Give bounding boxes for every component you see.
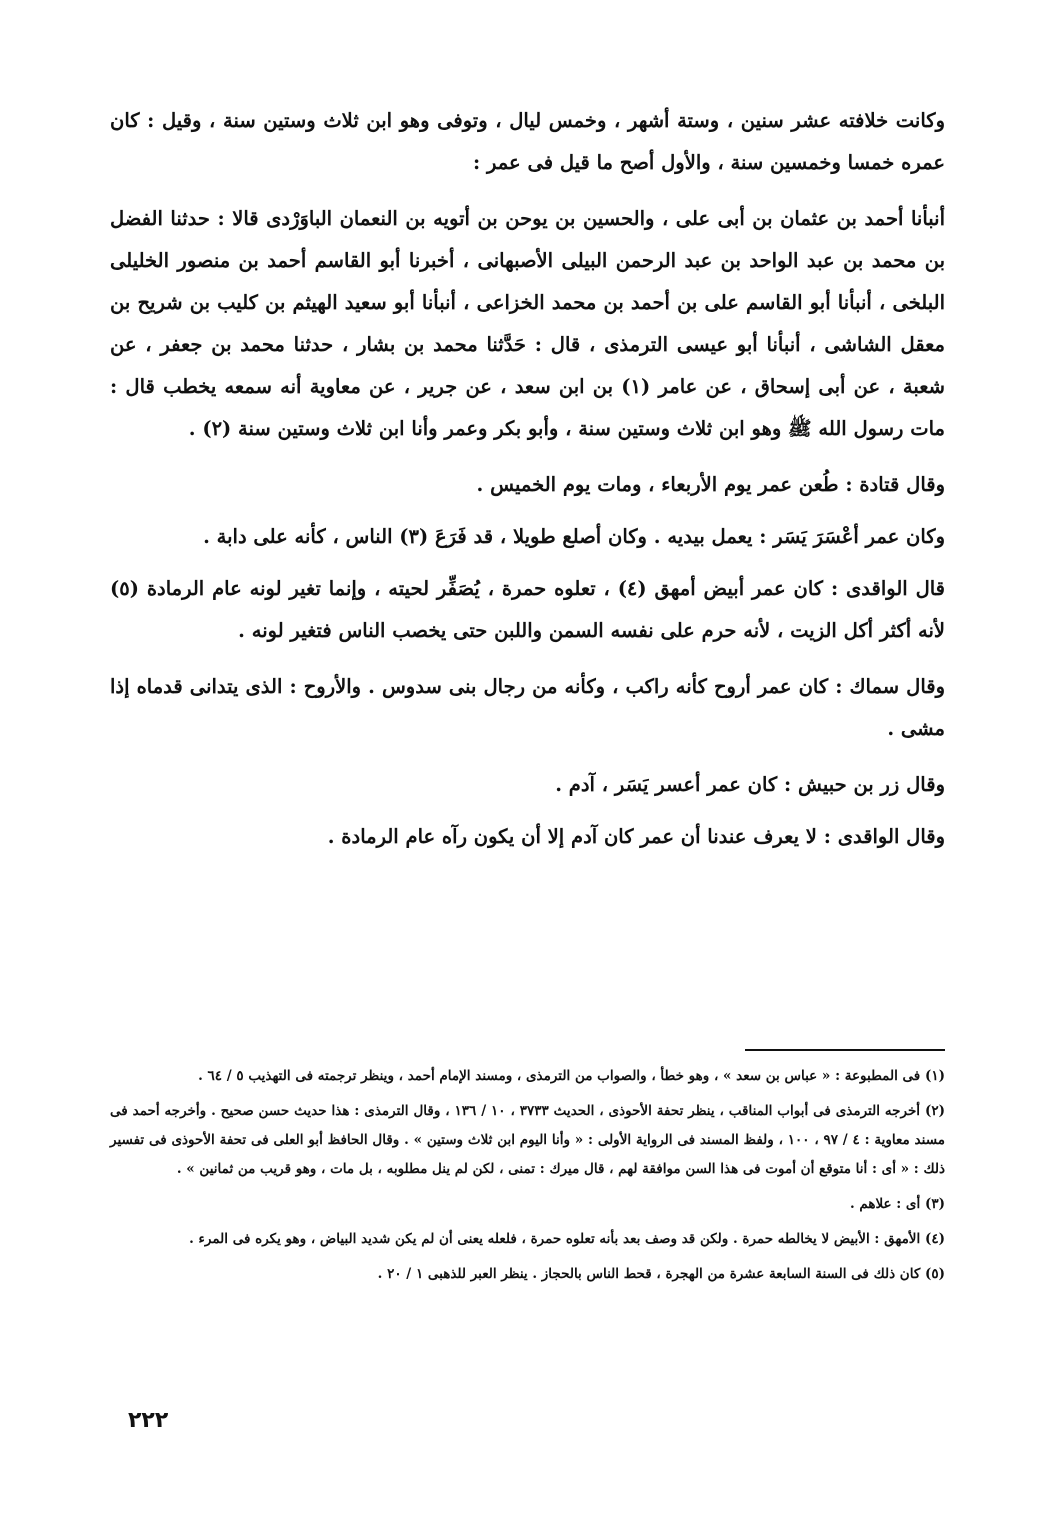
paragraph-caliphate-duration: وكانت خلافته عشر سنين ، وستة أشهر ، وخمس ليال ، وتوفى وهو ابن ثلاث وستين سنة ، وقيل : كان عمره خمسا وخمسين سنة ، والأول أصح ما قيل فى عمر :: [110, 109, 945, 174]
main-text: [110, 100, 945, 872]
paragraph-waqidi-adam: وقال الواقدى : لا يعرف عندنا أن عمر كان آدم إلا أن يكون رآه عام الرمادة .: [327, 825, 945, 848]
footnote-divider: [745, 1049, 945, 1051]
paragraph-isnad-narration: أنبأنا أحمد بن عثمان بن أبى على ، والحسين بن يوحن بن أتويه بن النعمان الباوَرْدى قالا : حدثنا الفضل بن محمد بن عبد الواحد بن عبد الرحمن البيلى الأصبهانى ، أخبرنا أبو القاسم أحمد بن منصور الخليلى البلخى ، أنبأنا أبو القاسم على بن أحمد بن محمد الخزاعى ، أنبأنا أبو سعيد الهيثم بن كليب بن شريح بن معقل الشاشى ، أنبأنا أبو عيسى الترمذى ، قال : حَدَّثنا محمد بن بشار ، حدثنا محمد بن جعفر ، عن شعبة ، عن أبى إسحاق ، عن عامر (١) بن ابن سعد ، عن جرير ، عن معاوية أنه سمعه يخطب قال : مات رسول الله ﷺ وهو ابن ثلاث وستين سنة ، وأبو بكر وعمر وأنا ابن ثلاث وستين سنة (٢) .: [110, 207, 945, 440]
paragraph-qatada: وقال قتادة : طُعن عمر يوم الأربعاء ، ومات يوم الخميس .: [476, 473, 945, 496]
footnote-5: (٥) كان ذلك فى السنة السابعة عشرة من الهجرة ، قحط الناس بالحجاز . ينظر العبر للذهبى ١ / ٢٠ .: [377, 1266, 945, 1282]
paragraph-simak: وقال سماك : كان عمر أروح كأنه راكب ، وكأنه من رجال بنى سدوس . والأروح : الذى يتدانى قدماه إذا مشى .: [110, 675, 945, 740]
paragraph-zirr: وقال زر بن حبيش : كان عمر أعسر يَسَر ، آدم .: [555, 773, 945, 796]
footnotes: [110, 1062, 945, 1295]
footnote-4: (٤) الأمهق : الأبيض لا يخالطه حمرة . ولكن قد وصف بعد بأنه تعلوه حمرة ، فلعله يعنى أن لم يكن شديد البياض ، وهو يكره فى المرء .: [189, 1231, 945, 1247]
footnote-3: (٣) أى : علاهم .: [849, 1196, 945, 1212]
page-number: ٢٢٢: [128, 1408, 169, 1433]
paragraph-description-umar: وكان عمر أعْسَرَ يَسَر : يعمل بيديه . وكان أصلع طويلا ، قد فَرَعَ (٣) الناس ، كأنه على دابة .: [203, 525, 945, 548]
footnote-1: (١) فى المطبوعة : « عباس بن سعد » ، وهو خطأ ، والصواب من الترمذى ، ومسند الإمام أحمد ، وينظر ترجمته فى التهذيب ٥ / ٦٤ .: [198, 1068, 945, 1084]
paragraph-waqidi-complexion: قال الواقدى : كان عمر أبيض أمهق (٤) ، تعلوه حمرة ، يُصَفِّر لحيته ، وإنما تغير لونه عام الرمادة (٥) لأنه أكثر أكل الزيت ، لأنه حرم على نفسه السمن واللبن حتى يخصب الناس فتغير لونه .: [110, 577, 945, 642]
footnote-2: (٢) أخرجه الترمذى فى أبواب المناقب ، ينظر تحفة الأحوذى ، الحديث ٣٧٣٣ ، ١٠ / ١٣٦ ، وقال الترمذى : هذا حديث حسن صحيح . وأخرجه أحمد فى مسند معاوية : ٤ / ٩٧ ، ١٠٠ ، ولفظ المسند فى الرواية الأولى : « وأنا اليوم ابن ثلاث وستين » . وقال الحافظ أبو العلى فى تحفة الأحوذى فى تفسير ذلك : « أى : أنا متوقع أن أموت فى هذا السن موافقة لهم ، قال ميرك : تمنى ، لكن لم ينل مطلوبه ، بل مات ، وهو قريب من ثمانين » .: [110, 1103, 945, 1177]
